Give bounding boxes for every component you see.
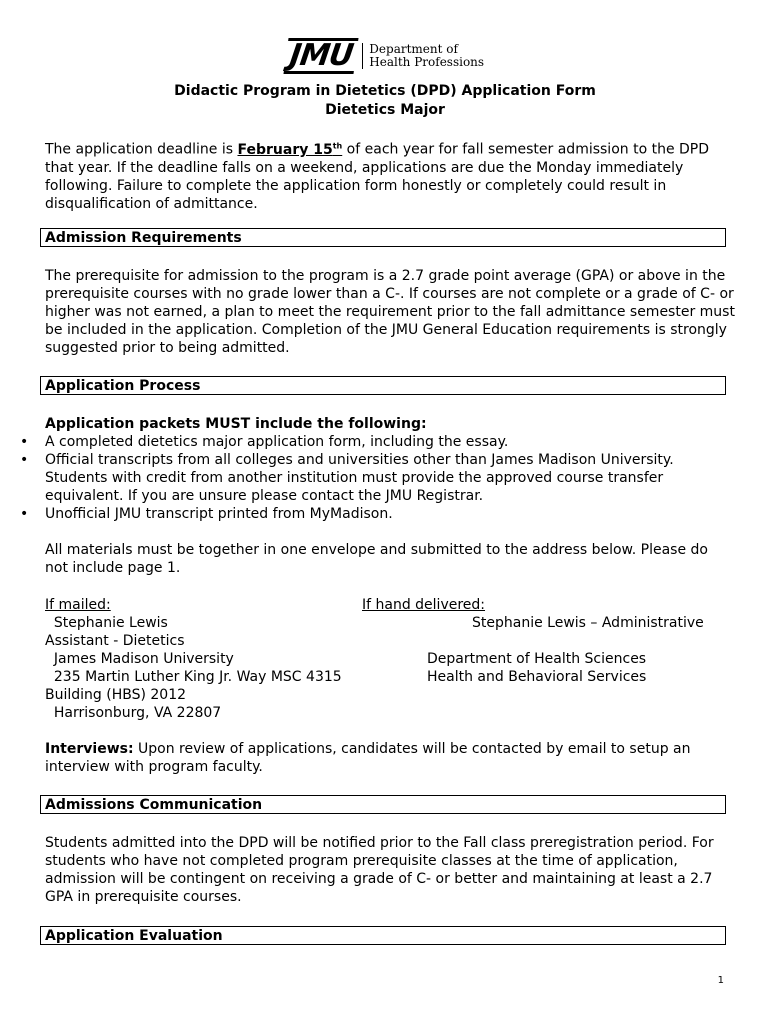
admission-requirements-text: The prerequisite for admission to the program is a 2.7 grade point average (GPA) or above in the prerequisite courses with no grade lower than a C-. If courses are not complete or a grade of C- or higher was not earned, a plan to meet the requirement prior to the fall admittance semester must be included in the application. Completion of the JMU General Education requirements is strongly suggested prior to being admitted. <box>45 268 735 356</box>
deadline-intro-text: The application deadline is <box>45 141 238 158</box>
packet-requirements-list <box>0 433 735 523</box>
interviews-text: Upon review of applications, candidates will be contacted by email to setup an interview with program faculty. <box>45 741 691 775</box>
mail-building: Building (HBS) 2012 <box>45 687 187 703</box>
mail-city: Harrisonburg, VA 22807 <box>45 705 222 721</box>
hand-building: Health and Behavioral Services <box>427 669 647 685</box>
mail-title: Assistant - Dietetics <box>45 633 185 649</box>
materials-note: All materials must be together in one envelope and submitted to the address below. Please do not include page 1. <box>45 542 708 576</box>
application-process-body <box>45 415 735 523</box>
hand-name: Stephanie Lewis – Administrative <box>472 615 704 631</box>
list-item: • Unofficial JMU transcript printed from MyMadison. <box>0 505 735 523</box>
deadline-rest-text: of each year for fall semester admission to the DPD that year. If the deadline falls on a weekend, applications are due the Monday immediately following. Failure to complete the application form honestly or completely could result in disqualification of admittance. <box>45 141 710 212</box>
page-number: 1 <box>717 975 724 986</box>
form-title: Didactic Program in Dietetics (DPD) Application Form <box>174 83 596 99</box>
department-line1: Department of <box>369 42 458 56</box>
application-evaluation-heading: Application Evaluation <box>40 926 726 945</box>
application-process-heading: Application Process <box>40 376 726 395</box>
admission-requirements-heading: Admission Requirements <box>40 228 726 247</box>
header-logo <box>0 38 770 74</box>
mail-name: Stephanie Lewis <box>45 615 168 631</box>
deadline-date: February 15th <box>237 141 343 158</box>
list-item: • Official transcripts from all colleges and universities other than James Madison University. Students with credit from another institution must provide the approved course transfer equivalent. If you are unsure please contact the JMU Registrar. <box>0 451 735 505</box>
department-line2: Health Professions <box>369 55 485 69</box>
admissions-communication-text: Students admitted into the DPD will be notified prior to the Fall class preregistration period. For students who have not completed program prerequisite classes at the time of application, admission will be contingent on receiving a grade of C- or better and maintaining at least a 2.7 GPA in prerequisite courses. <box>45 835 714 905</box>
deadline-paragraph <box>45 137 735 213</box>
admissions-communication-heading: Admissions Communication <box>40 795 726 814</box>
interviews-paragraph <box>45 740 735 776</box>
deadline-date-suffix: th <box>332 141 343 150</box>
mail-university: James Madison University <box>45 651 234 667</box>
mail-street: 235 Martin Luther King Jr. Way MSC 4315 <box>45 669 342 685</box>
jmu-logo-mark: JMU <box>283 38 358 74</box>
interviews-label: Interviews: <box>45 741 134 757</box>
packet-requirements-heading: Application packets MUST include the following: <box>45 416 427 432</box>
mailed-label: If mailed: <box>45 597 111 613</box>
department-name <box>362 43 484 69</box>
form-subtitle: Dietetics Major <box>325 102 445 118</box>
hand-department: Department of Health Sciences <box>427 651 647 667</box>
list-item: • A completed dietetics major application form, including the essay. <box>0 433 735 451</box>
hand-delivered-label: If hand delivered: <box>362 597 486 613</box>
